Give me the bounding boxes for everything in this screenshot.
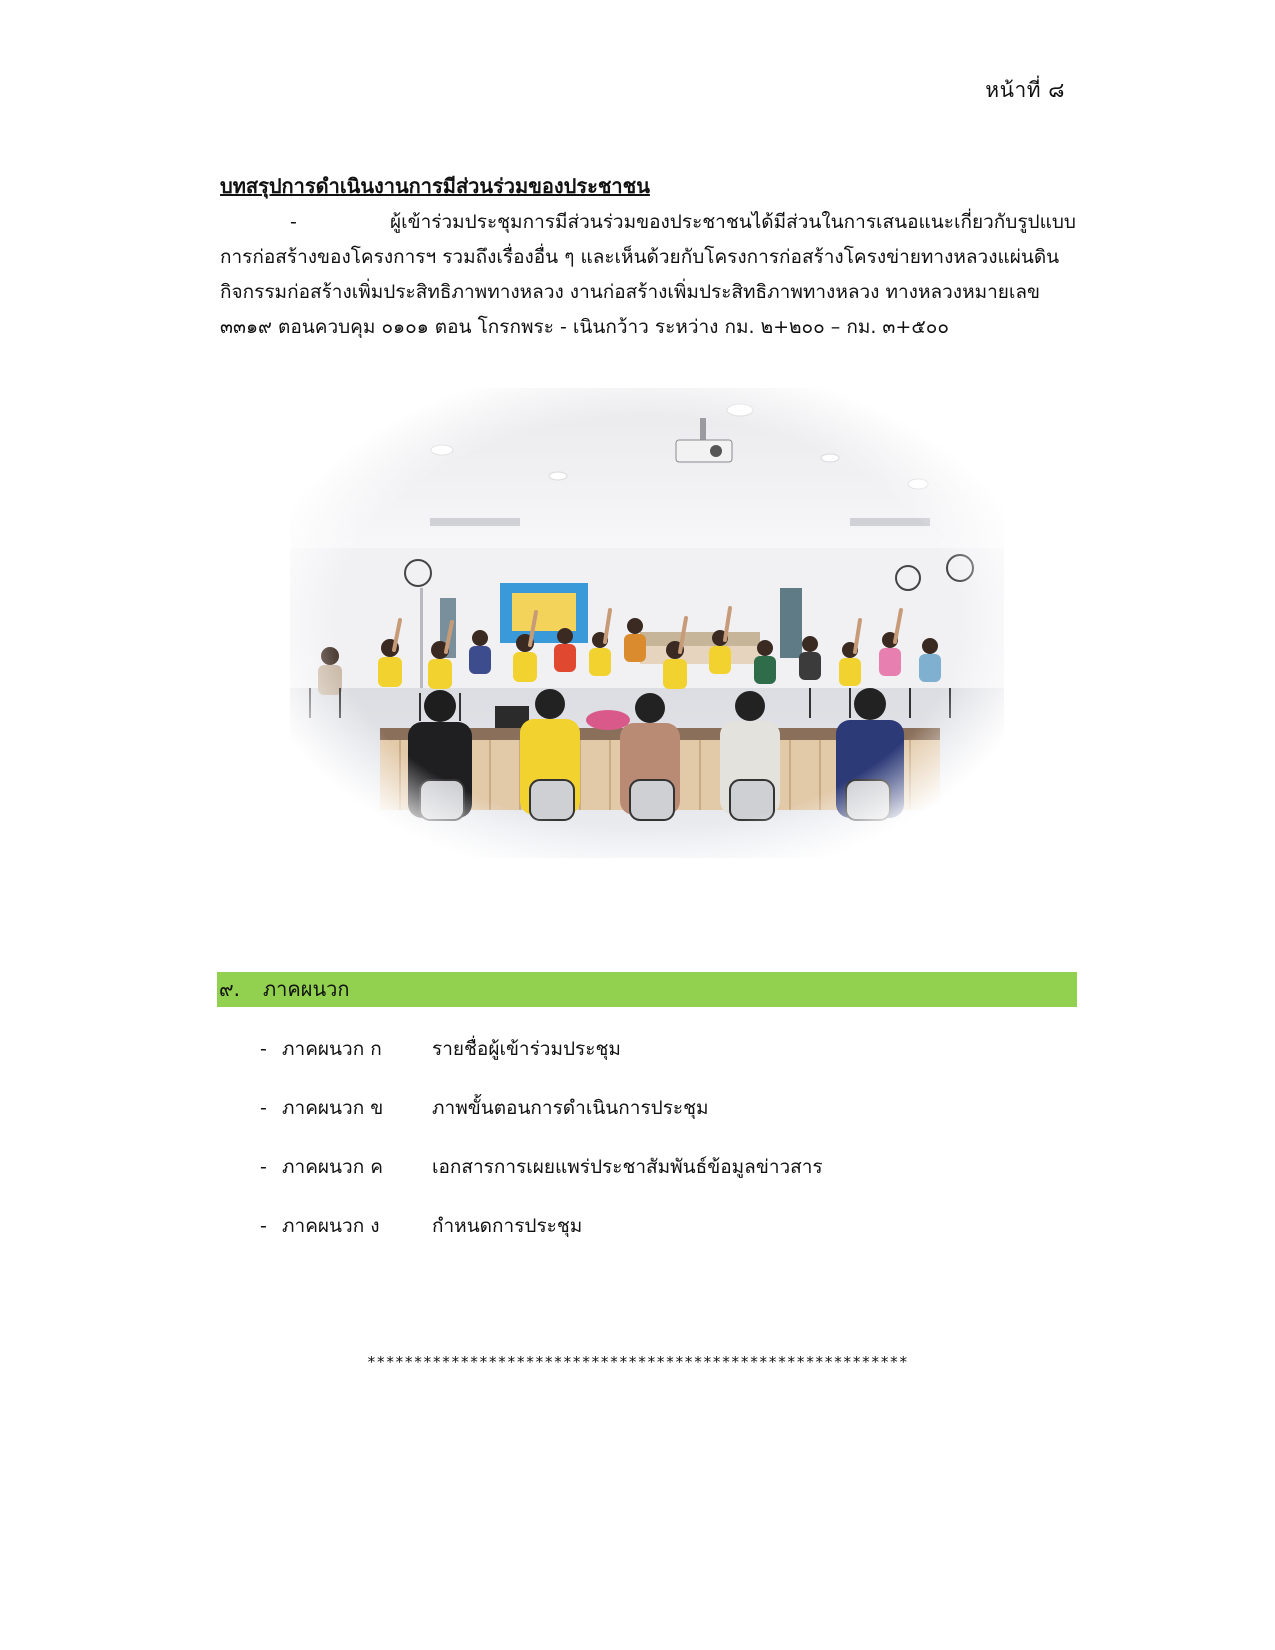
summary-line-1 [220, 205, 1075, 240]
appendix-list [260, 1030, 1060, 1266]
page-number: หน้าที่ ๘ [985, 78, 1065, 102]
appendix-item-label: ภาคผนวก ค [282, 1156, 383, 1178]
appendix-item-label: ภาคผนวก ก [282, 1038, 382, 1060]
summary-line-2: การก่อสร้างของโครงการฯ รวมถึงเรื่องอื่น ๆ และเห็นด้วยกับโครงการก่อสร้างโครงข่ายทางหลวงแผ่นดิน [220, 246, 1060, 268]
appendix-item-description: รายชื่อผู้เข้าร่วมประชุม [432, 1038, 621, 1060]
appendix-item-description: เอกสารการเผยแพร่ประชาสัมพันธ์ข้อมูลข่าวสาร [432, 1156, 823, 1178]
summary-line-1-text: ผู้เข้าร่วมประชุมการมีส่วนร่วมของประชาชนได้มีส่วนในการเสนอแนะเกี่ยวกับรูปแบบ [390, 211, 1076, 233]
meeting-photo-illustration [290, 388, 1004, 858]
end-of-section-marker: ********************************************************** [366, 1353, 909, 1371]
appendix-item-description: ภาพขั้นตอนการดำเนินการประชุม [432, 1097, 709, 1119]
appendix-section-title: ภาคผนวก [263, 977, 350, 1001]
summary-line-3: กิจกรรมก่อสร้างเพิ่มประสิทธิภาพทางหลวง งานก่อสร้างเพิ่มประสิทธิภาพทางหลวง ทางหลวงหมายเลข [220, 281, 1041, 303]
appendix-item-label: ภาคผนวก ข [282, 1097, 384, 1119]
appendix-section-number: ๙. [219, 977, 241, 1001]
appendix-item-label: ภาคผนวก ง [282, 1215, 380, 1237]
appendix-bullet: - [260, 1097, 267, 1119]
appendix-bullet: - [260, 1038, 267, 1060]
appendix-item-a [260, 1030, 1060, 1089]
meeting-photo [290, 388, 1004, 858]
summary-heading: บทสรุปการดำเนินงานการมีส่วนร่วมของประชาชน [220, 174, 650, 198]
appendix-bullet: - [260, 1156, 267, 1178]
appendix-item-description: กำหนดการประชุม [432, 1215, 583, 1237]
appendix-bullet: - [260, 1215, 267, 1237]
appendix-section-header [217, 972, 1077, 1007]
appendix-item-d [260, 1207, 1060, 1266]
summary-dash: - [290, 211, 297, 233]
appendix-item-c [260, 1148, 1060, 1207]
summary-line-4: ๓๓๑๙ ตอนควบคุม ๐๑๐๑ ตอน โกรกพระ - เนินกว้าว ระหว่าง กม. ๒+๒๐๐ – กม. ๓+๕๐๐ [220, 316, 949, 338]
appendix-item-b [260, 1089, 1060, 1148]
summary-paragraph [220, 205, 1075, 345]
